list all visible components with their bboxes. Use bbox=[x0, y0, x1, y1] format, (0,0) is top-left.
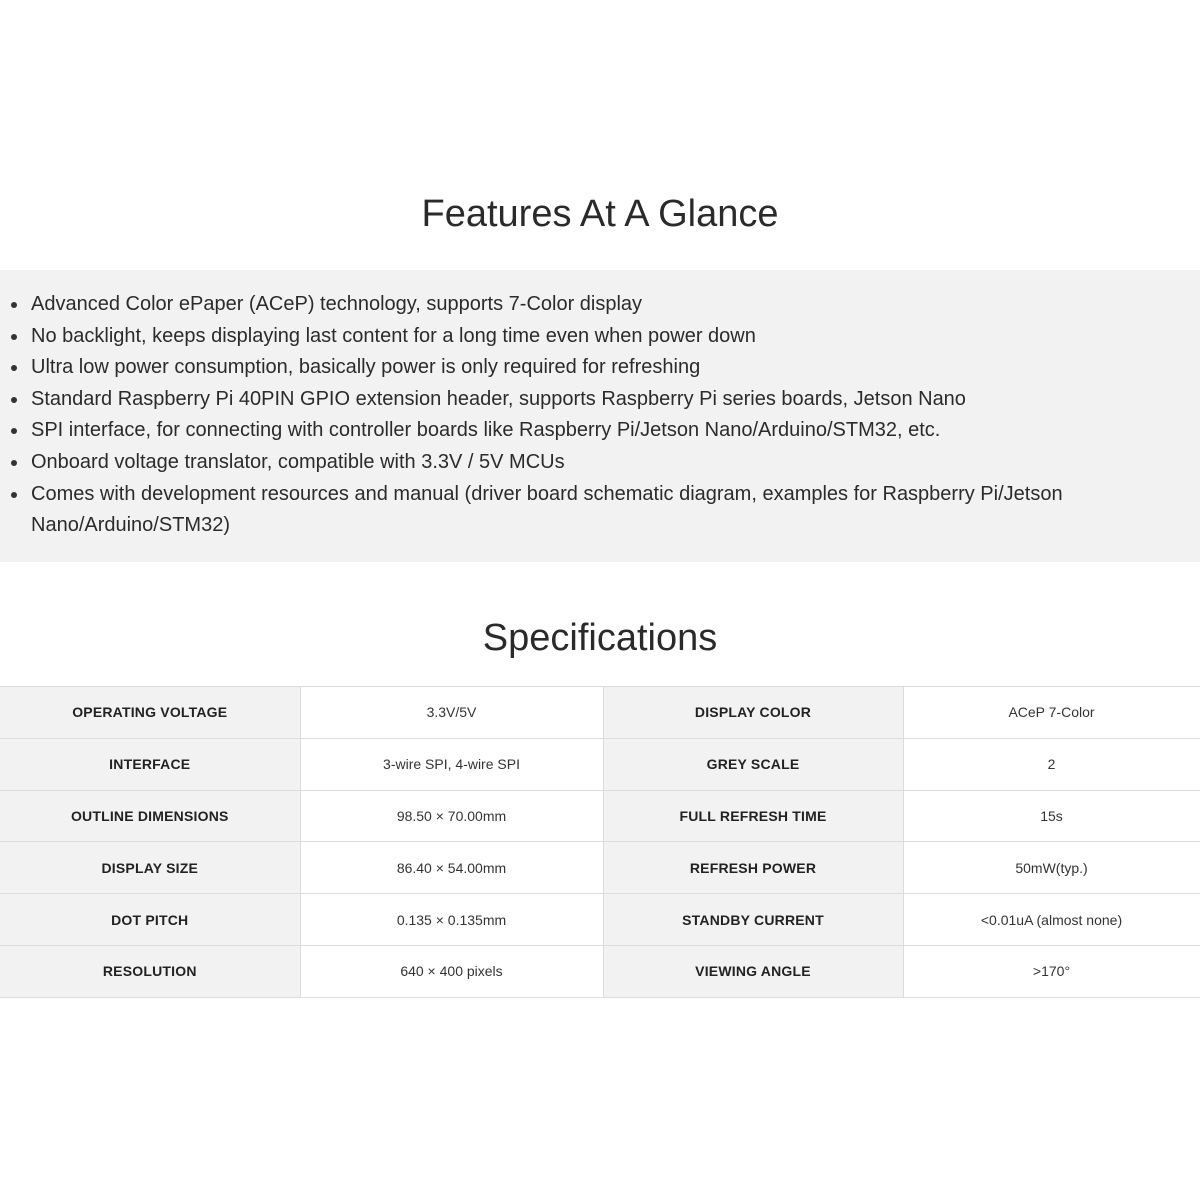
spec-label: FULL REFRESH TIME bbox=[603, 790, 903, 842]
spec-label: DISPLAY COLOR bbox=[603, 687, 903, 739]
spec-label: RESOLUTION bbox=[0, 945, 300, 997]
features-list bbox=[0, 270, 1200, 542]
feature-text: Ultra low power consumption, basically power is only required for refreshing bbox=[31, 356, 701, 379]
bullet-icon bbox=[11, 492, 17, 498]
spec-value: 98.50 × 70.00mm bbox=[300, 790, 603, 842]
bullet-icon bbox=[11, 302, 17, 308]
feature-text: Onboard voltage translator, compatible with 3.3V / 5V MCUs bbox=[31, 450, 565, 473]
spec-label: DISPLAY SIZE bbox=[0, 842, 300, 894]
bullet-icon bbox=[11, 460, 17, 466]
table-row bbox=[0, 687, 1200, 739]
feature-item bbox=[0, 384, 1200, 416]
feature-item bbox=[0, 352, 1200, 384]
spec-label: DOT PITCH bbox=[0, 894, 300, 946]
bullet-icon bbox=[11, 365, 17, 371]
spec-value: 86.40 × 54.00mm bbox=[300, 842, 603, 894]
spec-value: >170° bbox=[903, 945, 1200, 997]
feature-item bbox=[0, 289, 1200, 321]
spec-label: OUTLINE DIMENSIONS bbox=[0, 790, 300, 842]
feature-text: Advanced Color ePaper (ACeP) technology, supports 7-Color display bbox=[31, 293, 643, 315]
spec-label: STANDBY CURRENT bbox=[603, 894, 903, 946]
feature-item bbox=[0, 415, 1200, 447]
feature-item bbox=[0, 447, 1200, 479]
feature-text: Comes with development resources and manual (driver board schematic diagram, examples for Raspberry Pi/Jetson Nano/Arduino/STM32) bbox=[31, 482, 1063, 537]
spec-value: 3-wire SPI, 4-wire SPI bbox=[300, 738, 603, 790]
table-row bbox=[0, 894, 1200, 946]
table-row bbox=[0, 842, 1200, 894]
spec-value: 640 × 400 pixels bbox=[300, 945, 603, 997]
table-row bbox=[0, 945, 1200, 997]
spec-label: OPERATING VOLTAGE bbox=[0, 687, 300, 739]
spec-label: INTERFACE bbox=[0, 738, 300, 790]
spec-label: REFRESH POWER bbox=[603, 842, 903, 894]
spec-value: 2 bbox=[903, 738, 1200, 790]
feature-text: Standard Raspberry Pi 40PIN GPIO extension header, supports Raspberry Pi series boards, Jetson Nano bbox=[31, 387, 966, 410]
spec-value: ACeP 7-Color bbox=[903, 687, 1200, 739]
spec-value: <0.01uA (almost none) bbox=[903, 894, 1200, 946]
spec-label: VIEWING ANGLE bbox=[603, 945, 903, 997]
features-panel bbox=[0, 270, 1200, 562]
spec-label: GREY SCALE bbox=[603, 738, 903, 790]
specifications-title: Specifications bbox=[482, 617, 718, 659]
spec-value: 15s bbox=[903, 790, 1200, 842]
bullet-icon bbox=[11, 397, 17, 403]
spec-value: 0.135 × 0.135mm bbox=[300, 894, 603, 946]
bullet-icon bbox=[11, 428, 17, 434]
feature-item bbox=[0, 479, 1200, 542]
feature-text: SPI interface, for connecting with controller boards like Raspberry Pi/Jetson Nano/Arduino/STM32, etc. bbox=[31, 419, 941, 442]
spec-value: 3.3V/5V bbox=[300, 687, 603, 739]
feature-item bbox=[0, 321, 1200, 353]
table-row bbox=[0, 738, 1200, 790]
feature-text: No backlight, keeps displaying last content for a long time even when power down bbox=[31, 324, 756, 347]
bullet-icon bbox=[11, 334, 17, 340]
table-row bbox=[0, 790, 1200, 842]
spec-value: 50mW(typ.) bbox=[903, 842, 1200, 894]
specifications-table bbox=[0, 686, 1200, 998]
features-title: Features At A Glance bbox=[421, 193, 779, 235]
